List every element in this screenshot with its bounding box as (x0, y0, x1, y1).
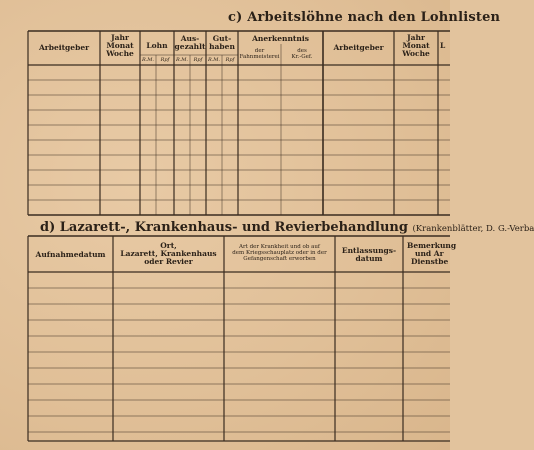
col-lohn: Lohn (146, 41, 168, 50)
section-c-title: c) Arbeitslöhne nach den Lohnlisten (228, 10, 501, 25)
col-des-kr-gef: des Kr.-Gef. (291, 48, 313, 60)
section-d-subtitle: (Krankenblätter, D. G.-Verba (412, 224, 534, 234)
col-entlassungsdatum: Entlassungs- datum (341, 246, 397, 263)
col-art-der-krankheit: Art der Krankheit und ob auf dem Kriegsschauplatz oder in der Gefangenschaft erworben (232, 244, 327, 262)
unit-rpf: Rpf (160, 57, 170, 63)
section-d-title: d) Lazarett-, Krankenhaus- und Revierbehandlung (Krankenblätter, D. G.-Verba (40, 220, 534, 235)
unit-rm: R.M. (207, 57, 221, 63)
unit-rpf: Rpf (225, 57, 235, 63)
col-lohn-2-partial: L (440, 41, 446, 50)
col-jahr-monat-woche: Jahr Monat Woche (106, 33, 134, 58)
col-aufnahmedatum: Aufnahmedatum (35, 250, 106, 259)
unit-rm: R.M. (141, 57, 155, 63)
col-jahr-monat-woche-2: Jahr Monat Woche (402, 33, 430, 58)
col-arbeitgeber-2: Arbeitgeber (333, 43, 384, 52)
col-anerkenntnis: Anerkenntnis (252, 34, 309, 43)
col-bemerkungen: Bemerkung und Ar Dienstbe (407, 241, 457, 266)
col-arbeitgeber: Arbeitgeber (38, 43, 90, 52)
col-guthaben: Gut- haben (209, 34, 235, 51)
col-der-fahnmeisterei: der Fahnmeisterei (239, 48, 280, 60)
col-ort: Ort, Lazarett, Krankenhaus oder Revier (120, 241, 217, 266)
unit-rm: R.M. (175, 57, 189, 63)
unit-rpf: Rpf (193, 57, 203, 63)
col-ausgezahlt: Aus- gezahlt (174, 34, 206, 51)
